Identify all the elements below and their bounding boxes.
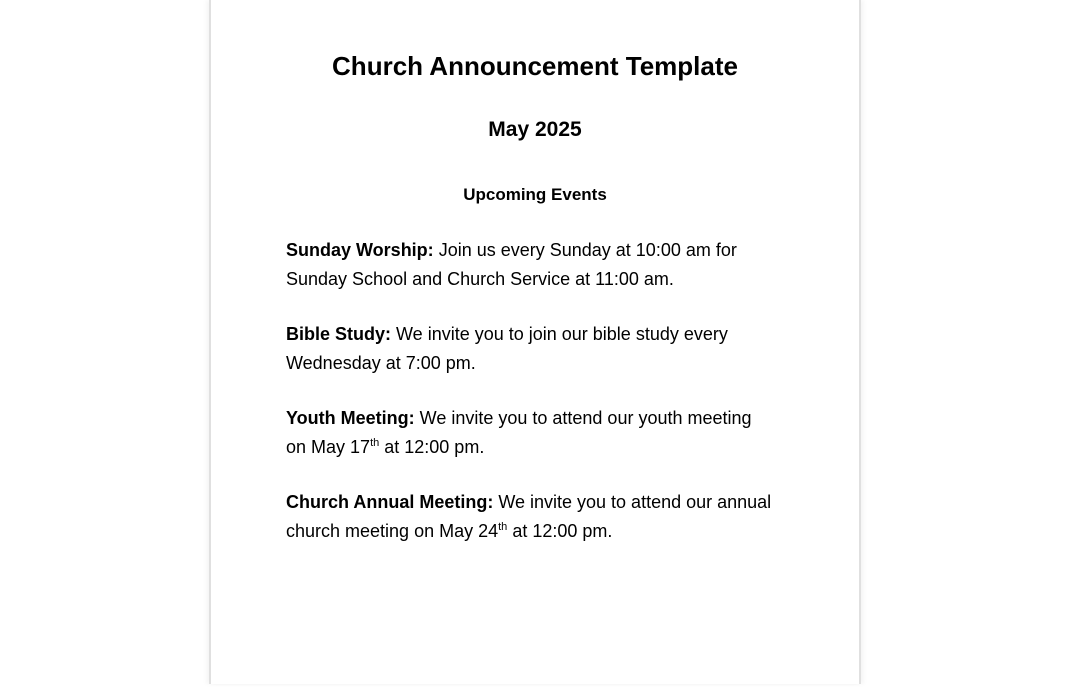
event-text-end: at 12:00 pm. bbox=[507, 520, 613, 541]
event-church-annual-meeting bbox=[286, 488, 776, 545]
event-text: We invite you to attend our youth meeting on May 17 bbox=[286, 408, 752, 457]
event-text: Join us every Sunday at 10:00 am for Sunday School and Church Service at 11:00 am. bbox=[286, 240, 737, 289]
event-text: We invite you to attend our annual church meeting on May 24 bbox=[286, 492, 772, 541]
event-label: Sunday Worship: bbox=[286, 240, 434, 260]
document-page bbox=[209, 0, 861, 684]
event-text: We invite you to join our bible study every Wednesday at 7:00 pm. bbox=[286, 324, 728, 373]
event-label: Youth Meeting: bbox=[286, 408, 415, 428]
event-bible-study bbox=[286, 320, 776, 377]
ordinal-suffix: th bbox=[370, 436, 380, 449]
ordinal-suffix: th bbox=[498, 520, 508, 533]
event-sunday-worship bbox=[286, 236, 776, 293]
document-date: May 2025 bbox=[488, 118, 582, 141]
event-label: Bible Study: bbox=[286, 324, 392, 344]
event-text-end: at 12:00 pm. bbox=[379, 436, 485, 457]
section-heading: Upcoming Events bbox=[463, 185, 607, 204]
document-title: Church Announcement Template bbox=[332, 51, 738, 81]
event-youth-meeting bbox=[286, 404, 776, 461]
event-label: Church Annual Meeting: bbox=[286, 492, 494, 512]
